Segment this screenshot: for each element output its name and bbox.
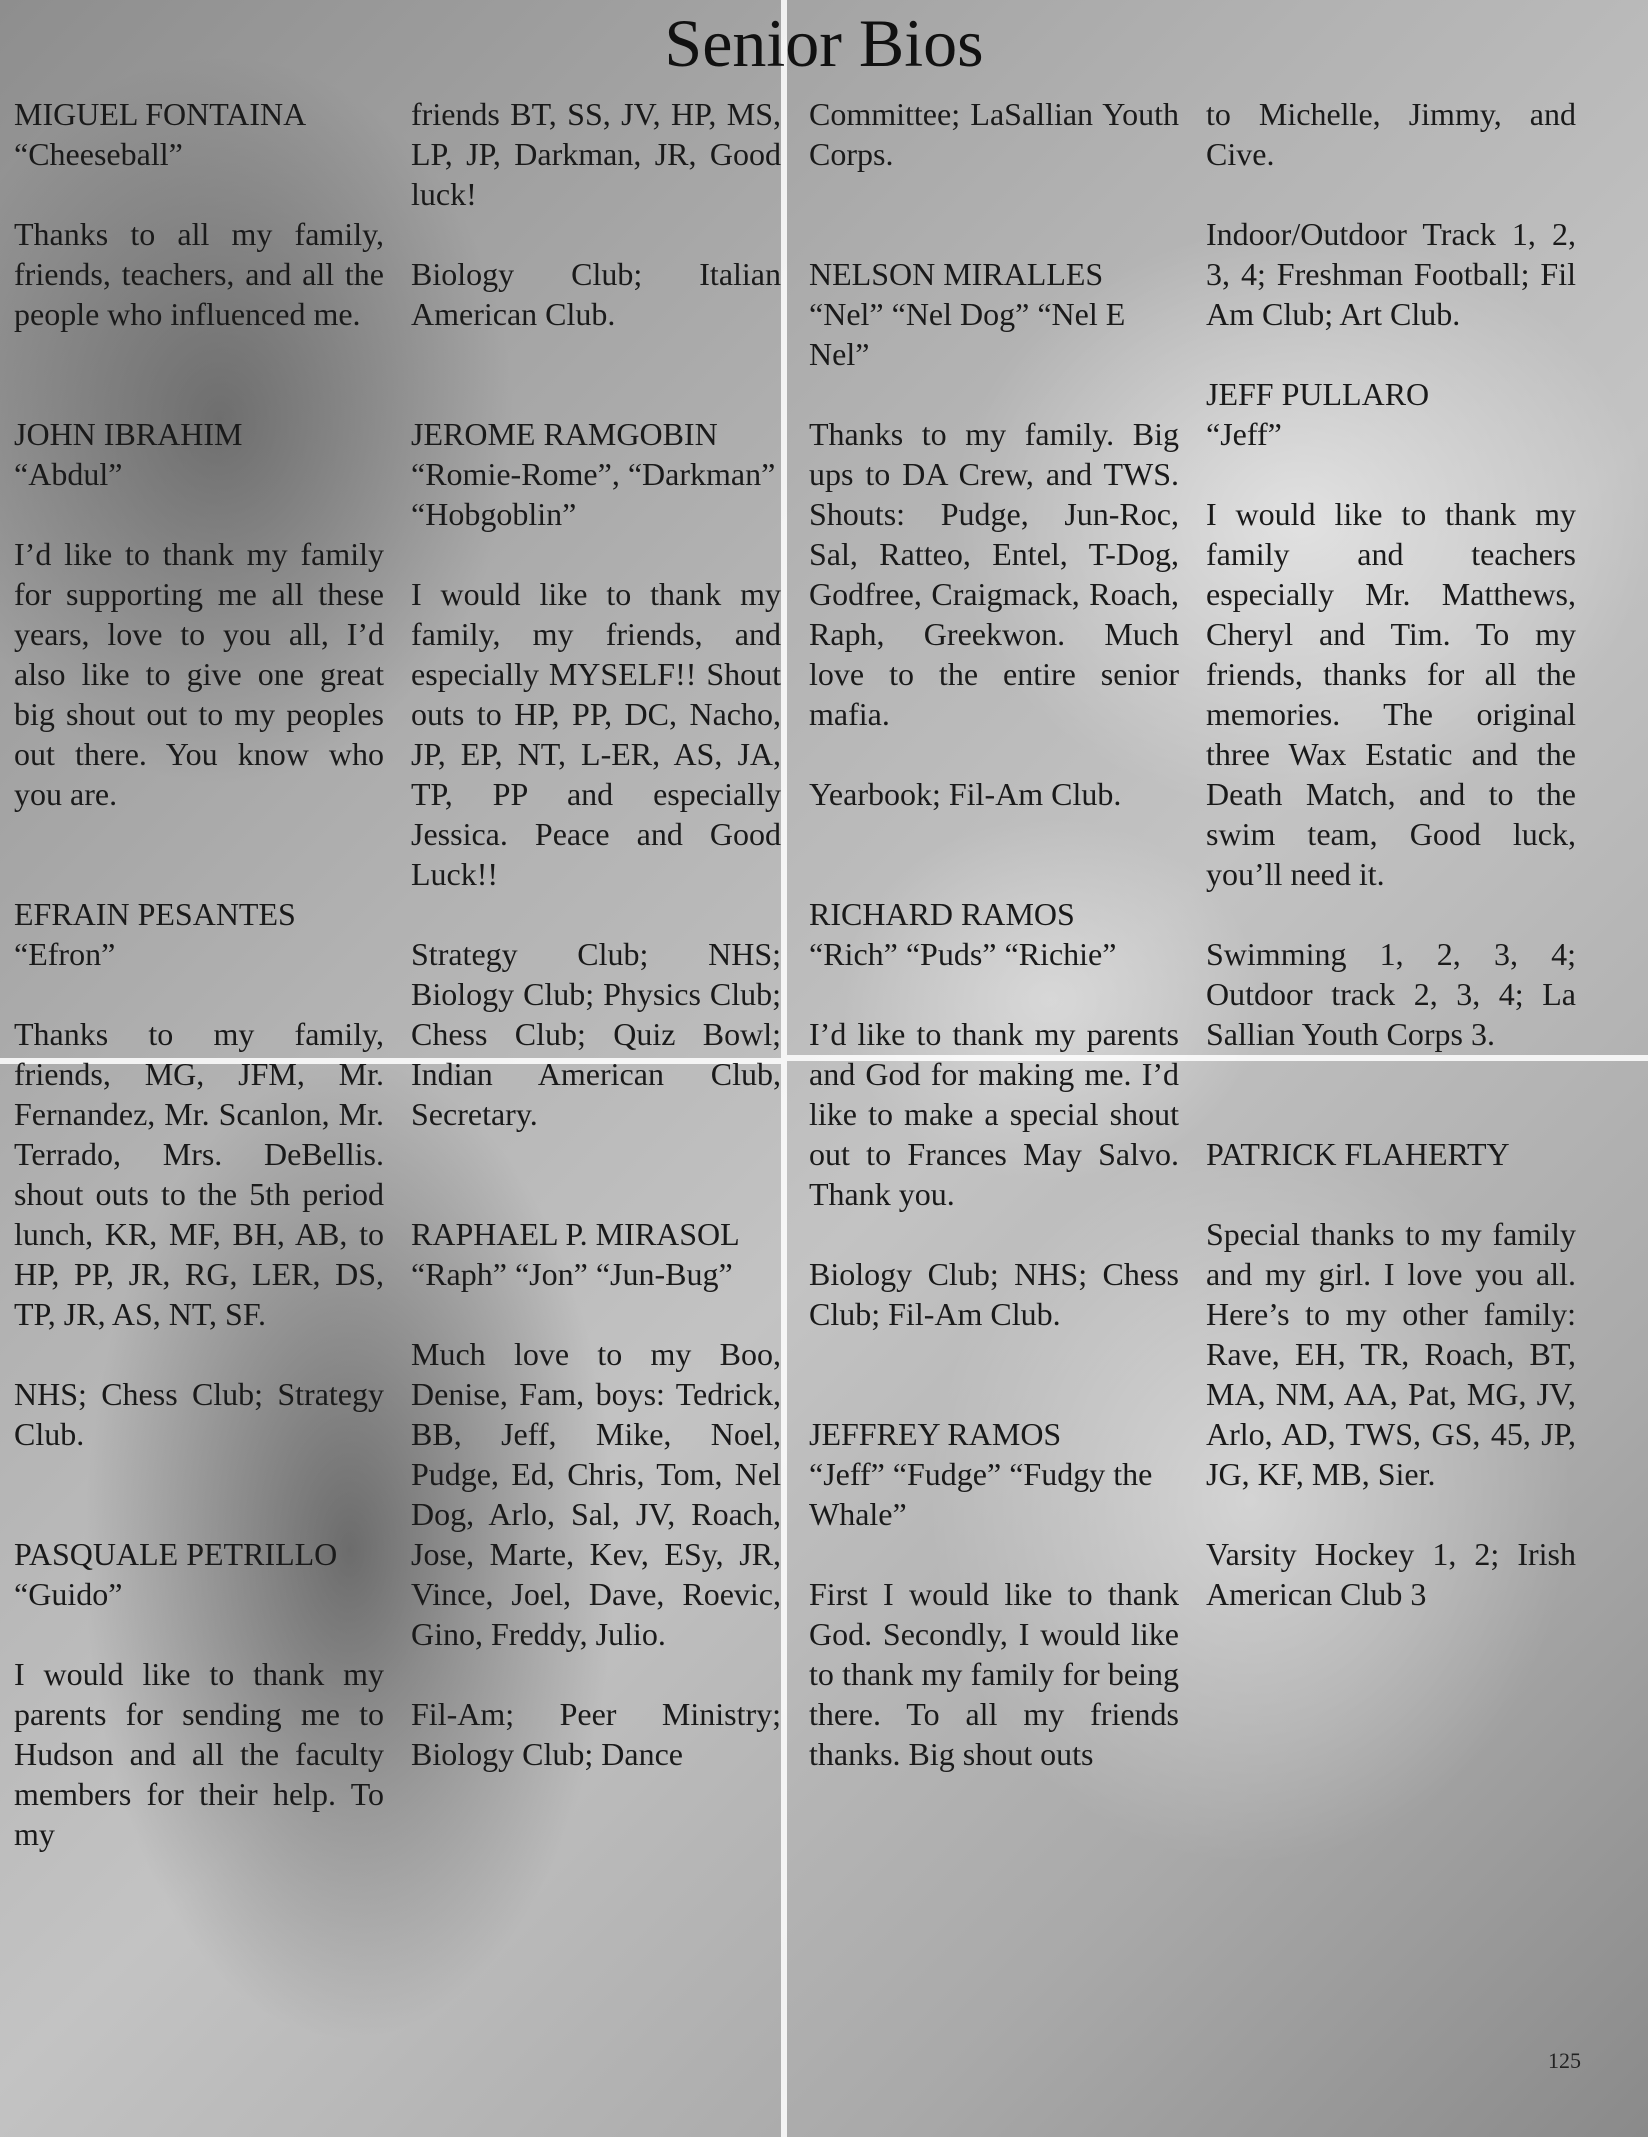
senior-name: JEFF PULLARO	[1206, 376, 1430, 412]
senior-nickname: “Jeff” “Fudge” “Fudgy the Whale”	[809, 1456, 1153, 1532]
senior-nickname: “Abdul”	[14, 456, 123, 492]
bio-text: Thanks to my family, friends, MG, JFM, Mr. Fernandez, Mr. Scanlon, Mr. Terrado, Mrs. DeBellis. shout outs to the 5th period lunch, KR, MF, BH, AB, to HP, PP, JR, RG, LER, DS, TP, JR, AS, NT, SF.	[14, 1016, 384, 1332]
senior-nickname: “Romie-Rome”, “Darkman” “Hobgoblin”	[411, 456, 776, 532]
paragraph-gap	[14, 814, 384, 854]
paragraph-gap	[809, 1374, 1179, 1414]
senior-nickname: “Jeff”	[1206, 416, 1282, 452]
paragraph-gap	[1206, 1174, 1576, 1214]
bio-text: friends BT, SS, JV, HP, MS, LP, JP, Darkman, JR, Good luck!	[411, 96, 781, 212]
bio-column-3	[809, 94, 1179, 1774]
paragraph-gap	[809, 174, 1179, 214]
senior-name: MIGUEL FONTAINA	[14, 96, 307, 132]
paragraph-gap	[14, 974, 384, 1014]
bio-text: Indoor/Outdoor Track 1, 2, 3, 4; Freshman Football; Fil Am Club; Art Club.	[1206, 216, 1576, 332]
bio-text: I would like to thank my family, my friends, and especially MYSELF!! Shout outs to HP, PP, DC, Nacho, JP, EP, NT, L-ER, AS, JA, TP, PP and especially Jessica. Peace and Good Luck!!	[411, 576, 781, 892]
paragraph-gap	[809, 814, 1179, 854]
paragraph-gap	[411, 214, 781, 254]
paragraph-gap	[411, 1654, 781, 1694]
bio-text: Special thanks to my family and my girl. I love you all. Here’s to my other family: Rave, EH, TR, Roach, BT, MA, NM, AA, Pat, MG, JV, Arlo, AD, TWS, GS, 45, JP, JG, KF, MB, Sier.	[1206, 1216, 1576, 1492]
paragraph-gap	[1206, 174, 1576, 214]
paragraph-gap	[14, 374, 384, 414]
paragraph-gap	[1206, 334, 1576, 374]
paragraph-gap	[14, 334, 384, 374]
senior-name: RAPHAEL P. MIRASOL	[411, 1216, 740, 1252]
paragraph-gap	[809, 1334, 1179, 1374]
paragraph-gap	[809, 1214, 1179, 1254]
bio-text: First I would like to thank God. Secondly, I would like to thank my family for being there. To all my friends thanks. Big shout outs	[809, 1576, 1179, 1772]
paragraph-gap	[1206, 1054, 1576, 1094]
bio-column-2	[411, 94, 781, 1774]
senior-name: JOHN IBRAHIM	[14, 416, 243, 452]
paragraph-gap	[411, 534, 781, 574]
paragraph-gap	[411, 374, 781, 414]
paragraph-gap	[14, 174, 384, 214]
paragraph-gap	[14, 1494, 384, 1534]
paragraph-gap	[14, 1614, 384, 1654]
paragraph-gap	[411, 334, 781, 374]
paragraph-gap	[809, 1534, 1179, 1574]
bio-text: Varsity Hockey 1, 2; Irish American Club 3	[1206, 1536, 1576, 1612]
paragraph-gap	[809, 854, 1179, 894]
bio-text: Biology Club; Italian American Club.	[411, 256, 781, 332]
senior-name: JEROME RAMGOBIN	[411, 416, 718, 452]
bio-text: Fil-Am; Peer Ministry; Biology Club; Dance	[411, 1696, 781, 1772]
bio-text: I’d like to thank my parents and God for making me. I’d like to make a special shout out to Frances May Salvo. Thank you.	[809, 1016, 1179, 1212]
bio-text: I would like to thank my parents for sending me to Hudson and all the faculty members for their help. To my	[14, 1656, 384, 1852]
bio-text: I would like to thank my family and teachers especially Mr. Matthews, Cheryl and Tim. To my friends, thanks for all the memories. The original three Wax Estatic and the Death Match, and to the swim team, Good luck, you’ll need it.	[1206, 496, 1576, 892]
paragraph-gap	[411, 1174, 781, 1214]
senior-name: NELSON MIRALLES	[809, 256, 1104, 292]
paragraph-gap	[809, 974, 1179, 1014]
paragraph-gap	[1206, 1494, 1576, 1534]
paragraph-gap	[1206, 894, 1576, 934]
paragraph-gap	[14, 1454, 384, 1494]
paragraph-gap	[1206, 454, 1576, 494]
bio-column-4	[1206, 94, 1576, 1614]
bio-text: Yearbook; Fil-Am Club.	[809, 776, 1122, 812]
bio-text: Thanks to all my family, friends, teachers, and all the people who influenced me.	[14, 216, 384, 332]
senior-nickname: “Nel” “Nel Dog” “Nel E Nel”	[809, 296, 1126, 372]
senior-nickname: “Guido”	[14, 1576, 123, 1612]
paragraph-gap	[809, 734, 1179, 774]
paragraph-gap	[809, 374, 1179, 414]
paragraph-gap	[1206, 1094, 1576, 1134]
bio-text: Swimming 1, 2, 3, 4; Outdoor track 2, 3, 4; La Sallian Youth Corps 3.	[1206, 936, 1576, 1052]
senior-nickname: “Efron”	[14, 936, 116, 972]
senior-name: EFRAIN PESANTES	[14, 896, 296, 932]
paragraph-gap	[809, 214, 1179, 254]
paragraph-gap	[14, 1334, 384, 1374]
paragraph-gap	[411, 1294, 781, 1334]
paragraph-gap	[411, 894, 781, 934]
senior-name: RICHARD RAMOS	[809, 896, 1075, 932]
senior-nickname: “Raph” “Jon” “Jun-Bug”	[411, 1256, 733, 1292]
paragraph-gap	[14, 494, 384, 534]
paragraph-gap	[411, 1134, 781, 1174]
senior-nickname: “Cheeseball”	[14, 136, 183, 172]
senior-name: PASQUALE PETRILLO	[14, 1536, 338, 1572]
senior-name: JEFFREY RAMOS	[809, 1416, 1062, 1452]
bio-column-1	[14, 94, 384, 1854]
senior-nickname: “Rich” “Puds” “Richie”	[809, 936, 1117, 972]
bio-text: NHS; Chess Club; Strategy Club.	[14, 1376, 384, 1452]
bio-text: to Michelle, Jimmy, and Cive.	[1206, 96, 1576, 172]
bio-text: Much love to my Boo, Denise, Fam, boys: Tedrick, BB, Jeff, Mike, Noel, Pudge, Ed, Chris, Tom, Nel Dog, Arlo, Sal, JV, Roach, Jose, Marte, Kev, ESy, JR, Vince, Joel, Dave, Roevic, Gino, Freddy, Julio.	[411, 1336, 781, 1652]
page-number: 125	[1548, 2048, 1581, 2073]
bio-text: Committee; LaSallian Youth Corps.	[809, 96, 1179, 172]
photo-seam-vertical	[781, 0, 787, 2137]
paragraph-gap	[14, 854, 384, 894]
bio-text: Biology Club; NHS; Chess Club; Fil-Am Club.	[809, 1256, 1179, 1332]
bio-text: I’d like to thank my family for supporting me all these years, love to you all, I’d also like to give one great big shout out to my peoples out there. You know who you are.	[14, 536, 384, 812]
senior-name: PATRICK FLAHERTY	[1206, 1136, 1510, 1172]
bio-text: Thanks to my family. Big ups to DA Crew, and TWS. Shouts: Pudge, Jun-Roc, Sal, Ratteo, Entel, T-Dog, Godfree, Craigmack, Roach, Raph, Greekwon. Much love to the entire senior mafia.	[809, 416, 1179, 732]
page-title: Senior Bios	[664, 5, 984, 81]
bio-text: Strategy Club; NHS; Biology Club; Physics Club; Chess Club; Quiz Bowl; Indian American Club, Secretary.	[411, 936, 781, 1132]
